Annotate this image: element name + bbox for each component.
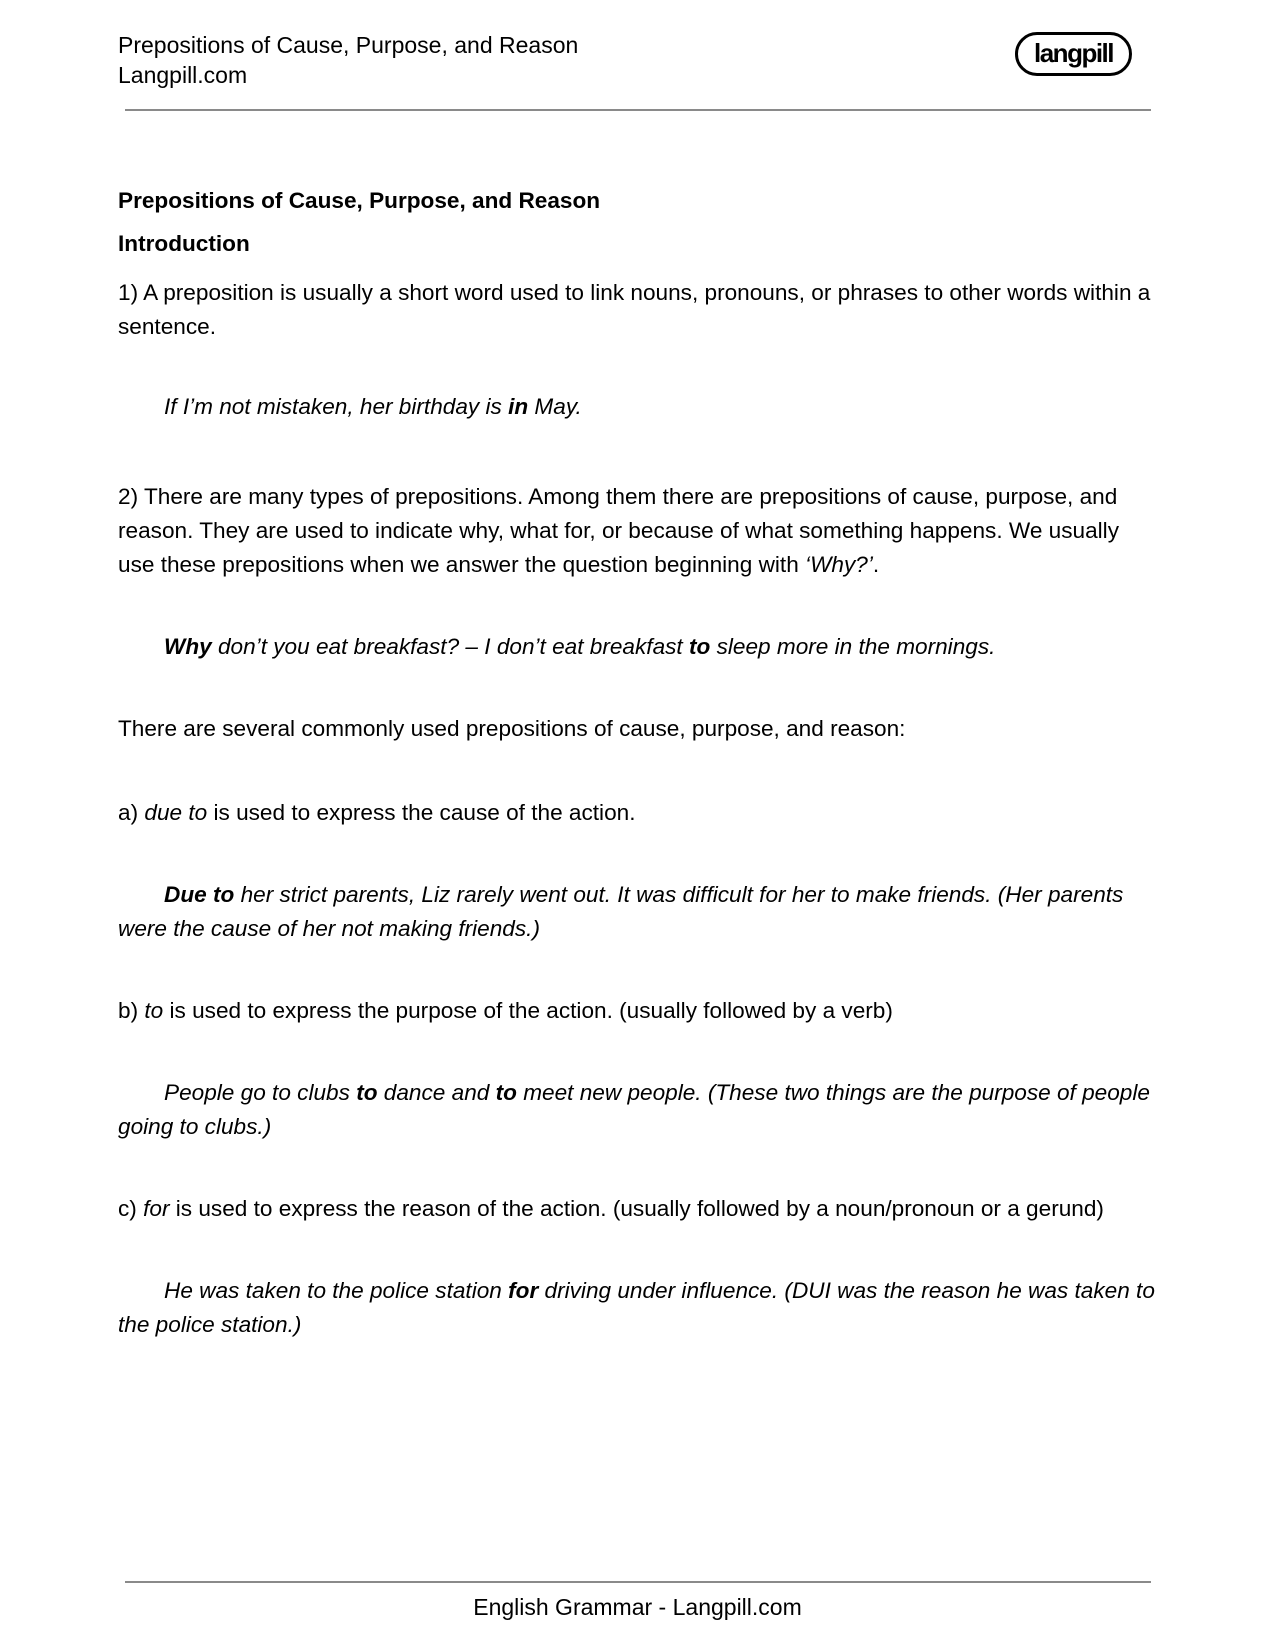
point-2: 2) There are many types of prepositions. Among them there are prepositions of cause, purpose, and reason. They are used to indicate why, what for, or because of what something happens. We usually use these prepositions when we answer the question beginning with ‘Why?’. xyxy=(118,484,1119,577)
example-b: People go to clubs to dance and to meet new people. (These two things are the purpose of people going to clubs.) xyxy=(118,1080,1150,1139)
term-to: to xyxy=(144,998,164,1023)
header-divider xyxy=(125,109,1151,111)
example-b-preposition-2: to xyxy=(495,1080,517,1105)
document-title: Prepositions of Cause, Purpose, and Reason xyxy=(118,188,601,213)
example-b-preposition-1: to xyxy=(356,1080,378,1105)
logo-text: langpill xyxy=(1034,37,1113,68)
list-item-b: b) to is used to express the purpose of the action. (usually followed by a verb) xyxy=(118,998,893,1023)
example-1-preposition: in xyxy=(508,394,529,419)
example-a: Due to her strict parents, Liz rarely went out. It was difficult for her to make friends. (Her parents were the cause of her not making friends.) xyxy=(118,882,1124,941)
document-body xyxy=(118,184,1158,1390)
point-2-question: ‘Why?’ xyxy=(805,552,873,577)
list-intro: There are several commonly used prepositions of cause, purpose, and reason: xyxy=(118,716,906,741)
langpill-logo xyxy=(1015,32,1132,76)
footer-text: English Grammar - Langpill.com xyxy=(473,1594,802,1620)
term-for: for xyxy=(143,1196,170,1221)
header-site: Langpill.com xyxy=(118,62,248,88)
page-header xyxy=(118,30,578,90)
header-title: Prepositions of Cause, Purpose, and Reason xyxy=(118,32,579,58)
term-due-to: due to xyxy=(144,800,208,825)
example-2: Why don’t you eat breakfast? – I don’t eat breakfast to sleep more in the mornings. xyxy=(164,634,996,659)
example-2-why: Why xyxy=(164,634,212,659)
point-1: 1) A preposition is usually a short word used to link nouns, pronouns, or phrases to other words within a sentence. xyxy=(118,280,1151,339)
section-heading: Introduction xyxy=(118,231,250,256)
example-2-preposition: to xyxy=(689,634,711,659)
example-1: If I’m not mistaken, her birthday is in May. xyxy=(164,394,582,419)
footer-divider xyxy=(125,1581,1151,1583)
list-item-a: a) due to is used to express the cause of the action. xyxy=(118,800,636,825)
list-item-c: c) for is used to express the reason of the action. (usually followed by a noun/pronoun or a gerund) xyxy=(118,1196,1104,1221)
example-c-preposition: for xyxy=(508,1278,539,1303)
example-a-preposition: Due to xyxy=(164,882,235,907)
example-c: He was taken to the police station for driving under influence. (DUI was the reason he was taken to the police station.) xyxy=(118,1278,1155,1337)
page-footer xyxy=(0,1592,1275,1622)
